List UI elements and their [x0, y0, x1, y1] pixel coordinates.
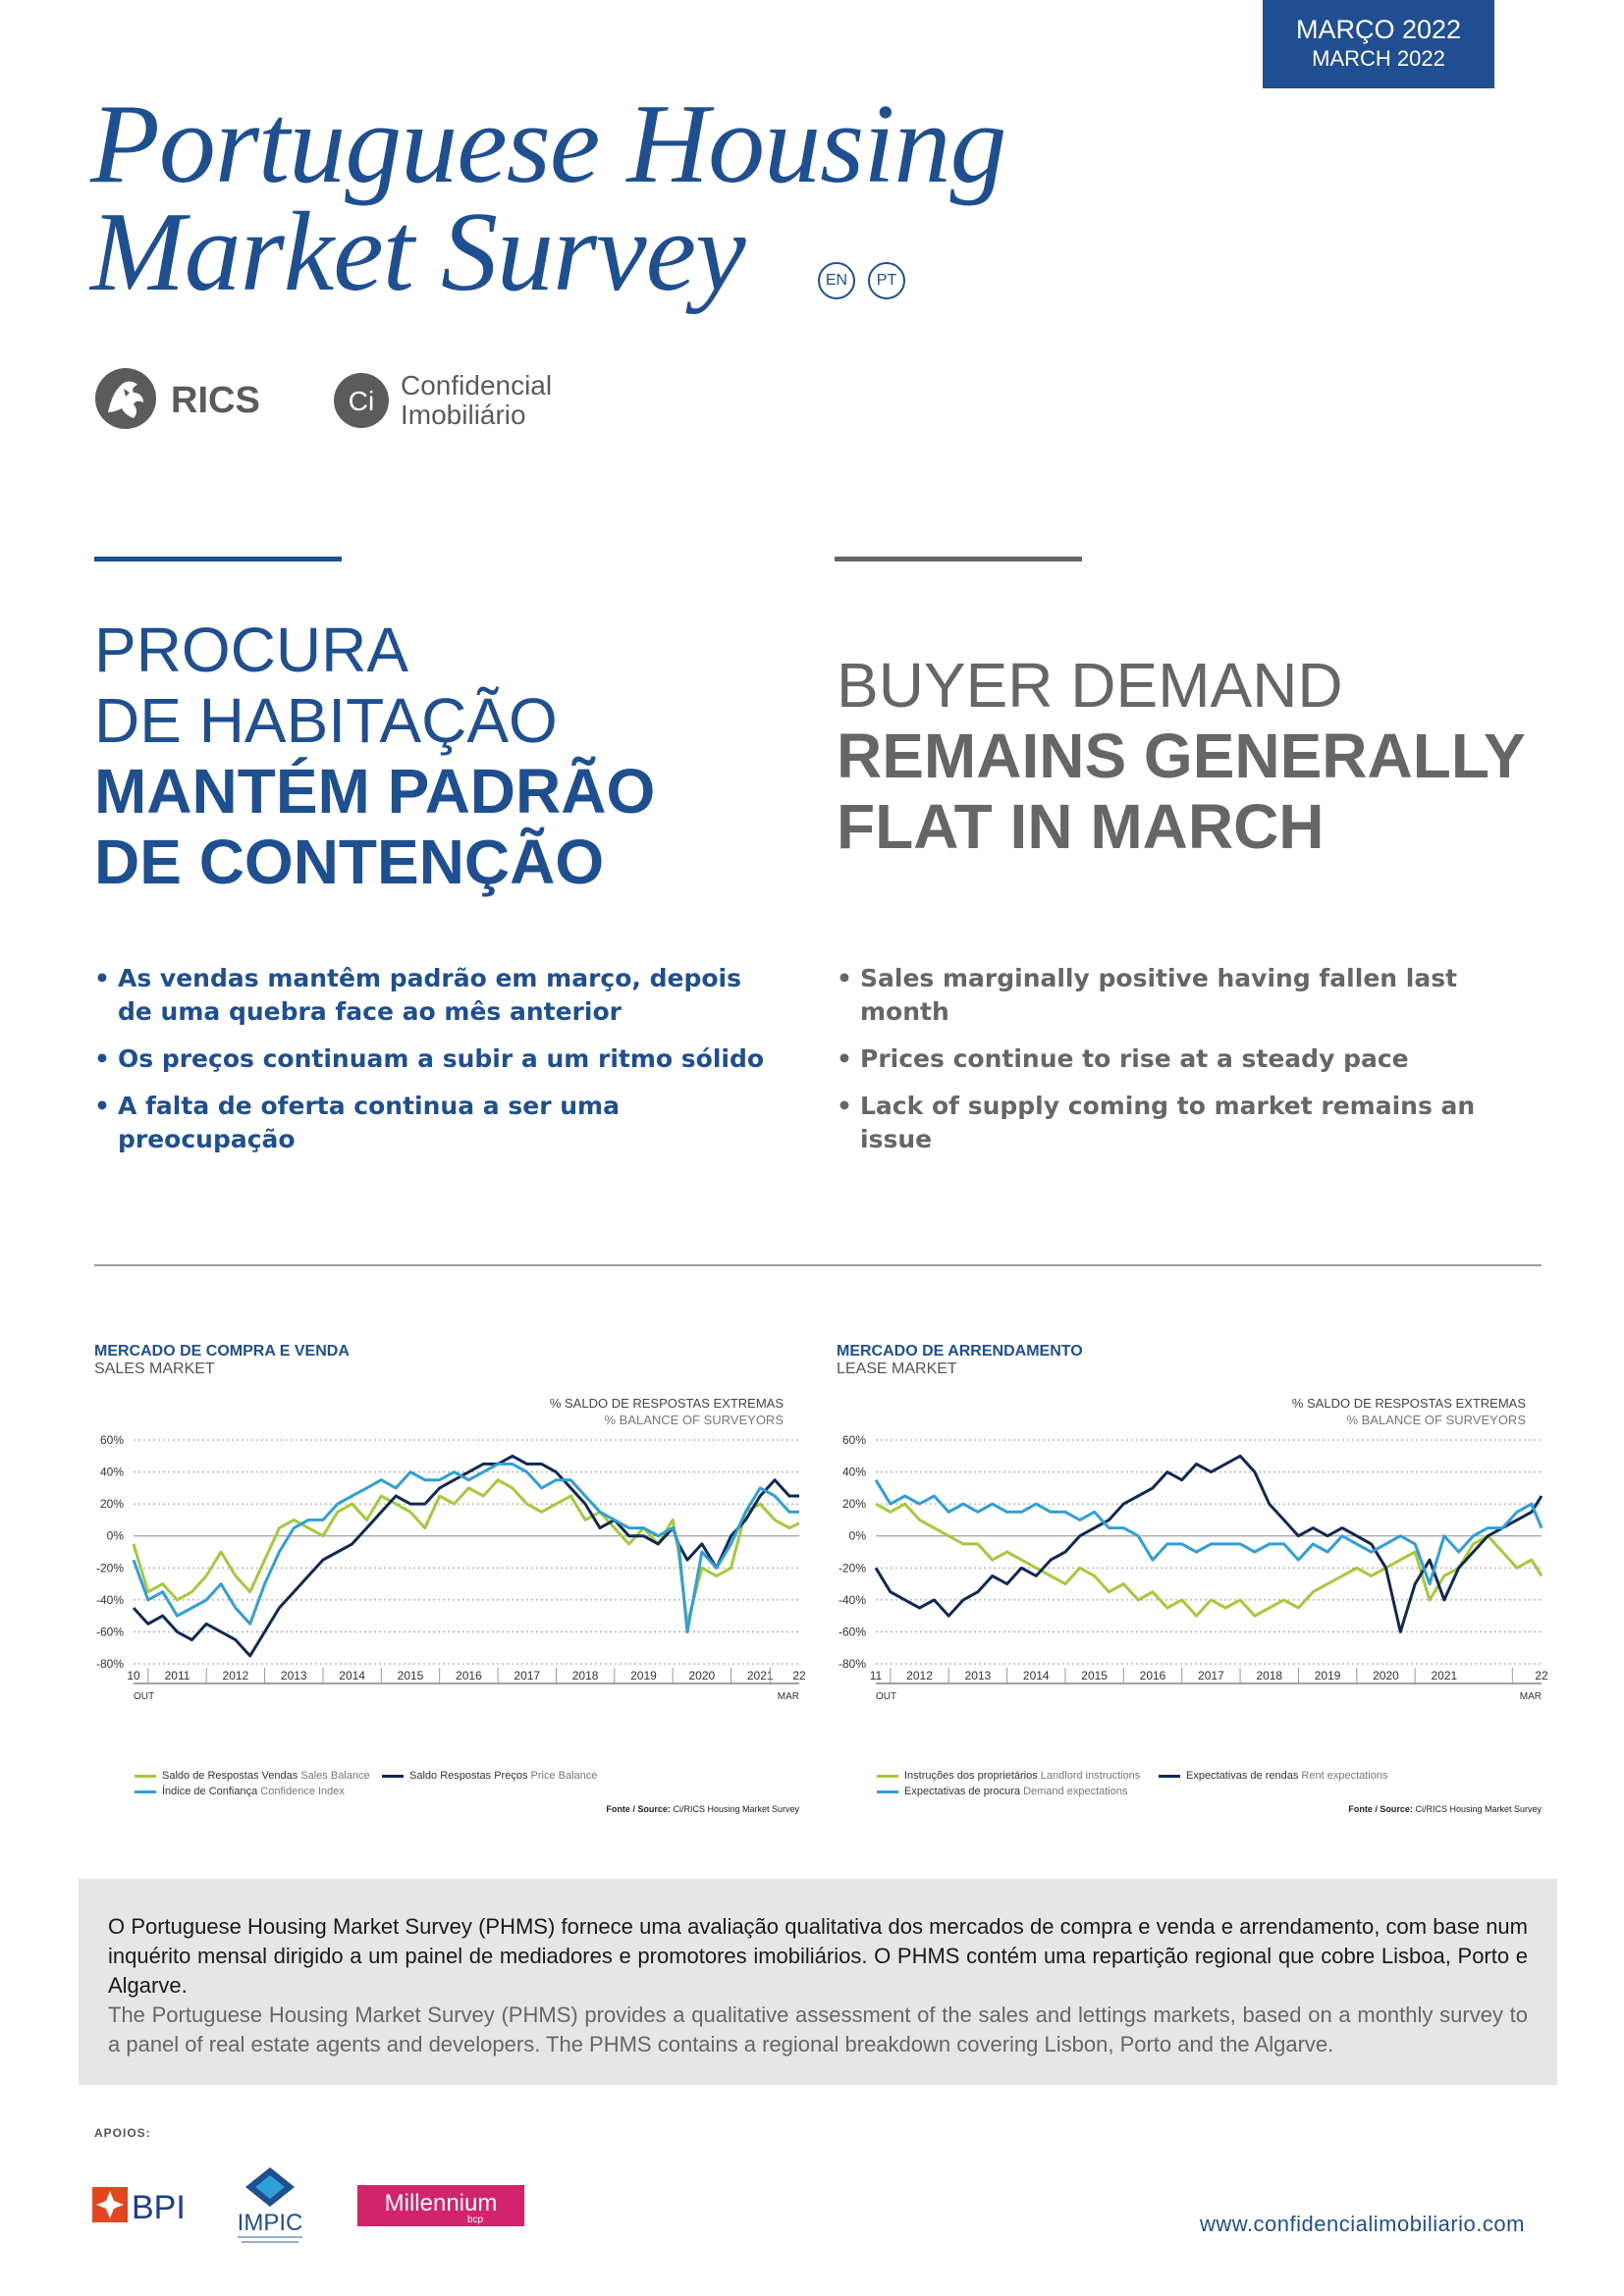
legend-label-pt: Índice de Confiança: [162, 1786, 258, 1797]
date-en: MARCH 2022: [1312, 46, 1445, 71]
legend-label-en: Price Balance: [530, 1770, 598, 1782]
x-tick-label: 2012: [222, 1669, 249, 1682]
y-tick-label: 20%: [841, 1497, 866, 1512]
legend-item: [135, 1784, 345, 1799]
legend-swatch: [135, 1775, 156, 1778]
legend-swatch: [135, 1790, 156, 1793]
legend-swatch: [1159, 1775, 1180, 1778]
chart-lease-unit: [1133, 1395, 1526, 1428]
x-end-label: MAR: [1519, 1691, 1542, 1702]
chart-lease-unit-pt: % SALDO DE RESPOSTAS EXTREMAS: [1291, 1396, 1526, 1411]
chart-sales-unit-pt: % SALDO DE RESPOSTAS EXTREMAS: [549, 1396, 784, 1411]
headline-en-bold-1: REMAINS GENERALLY: [837, 721, 1526, 791]
bullet-list-pt: [94, 962, 772, 1170]
ci-line-1: Confidencial: [401, 370, 553, 400]
chart-sales-subtitle: SALES MARKET: [94, 1361, 215, 1377]
y-tick-label: 60%: [99, 1433, 124, 1447]
rule-pt: [94, 557, 342, 561]
y-tick-label: 20%: [99, 1497, 124, 1512]
bullet-pt: • A falta de oferta continua a ser uma preocupação: [94, 1090, 772, 1156]
x-tick-label: 2018: [1256, 1669, 1283, 1682]
series-line-0: [876, 1504, 1542, 1616]
info-text-en: The Portuguese Housing Market Survey (PHMS) provides a qualitative assessment of the sales and lettings markets, based on a monthly survey to a panel of real estate agents and developers. The PHMS contains a regional breakdown covering Lisbon, Porto and the Algarve.: [108, 2002, 1528, 2056]
chart-sales-unit-en: % BALANCE OF SURVEYORS: [604, 1413, 784, 1427]
x-tick-label: 2021: [746, 1669, 774, 1682]
website-link[interactable]: www.confidencialimobiliario.com: [1200, 2212, 1525, 2236]
x-tick-label: 2019: [630, 1669, 657, 1682]
source-text: Ci/RICS Housing Market Survey: [673, 1804, 799, 1814]
legend-swatch: [877, 1790, 898, 1793]
bpi-wordmark: BPI: [132, 2189, 186, 2226]
headline-pt: [94, 614, 655, 897]
headline-pt-light-1: PROCURA: [94, 614, 409, 685]
x-start-label: OUT: [134, 1691, 155, 1702]
legend-label-pt: Instruções dos proprietários: [904, 1770, 1038, 1782]
x-tick-label: 22: [1535, 1669, 1548, 1682]
legend-label-en: Demand expectations: [1023, 1786, 1128, 1797]
sponsors-label: APOIOS:: [94, 2126, 151, 2140]
chart-sales-title: MERCADO DE COMPRA E VENDA: [94, 1343, 350, 1360]
x-tick-label: 2013: [964, 1669, 992, 1682]
legend-label-en: Confidence Index: [260, 1786, 345, 1797]
section-divider: [94, 1264, 1542, 1266]
y-tick-label: -60%: [95, 1625, 124, 1639]
info-text-pt: O Portuguese Housing Market Survey (PHMS) fornece uma avaliação qualitativa dos mercados de compra e venda e arrendamento, com base num inquérito mensal dirigido a um painel de mediadores e promotores imobiliários. O PHMS contém uma repartição regional que cobre Lisboa, Porto e Algarve.: [108, 1914, 1528, 1998]
headline-pt-light-2: DE HABITAÇÃO: [94, 685, 558, 756]
y-tick-label: -40%: [838, 1592, 866, 1607]
legend-swatch: [382, 1775, 404, 1778]
x-start-label: OUT: [876, 1691, 897, 1702]
bullet-en: • Lack of supply coming to market remains an issue: [837, 1090, 1543, 1156]
bullet-en: • Sales marginally positive having fallen last month: [837, 962, 1543, 1029]
x-tick-label: 2011: [164, 1669, 190, 1682]
legend-label-pt: Saldo de Respostas Vendas: [162, 1770, 298, 1782]
headline-en-light-1: BUYER DEMAND: [837, 650, 1343, 721]
legend-label-en: Landlord instructions: [1040, 1770, 1141, 1782]
ci-line-2: Imobiliário: [401, 400, 526, 430]
rics-logo: [94, 367, 304, 436]
y-tick-label: -80%: [95, 1657, 124, 1671]
legend-item: [135, 1768, 370, 1784]
x-tick-label: 11: [869, 1669, 883, 1682]
x-tick-label: 2021: [1431, 1669, 1458, 1682]
date-pt: MARÇO 2022: [1295, 15, 1462, 44]
legend-swatch: [877, 1775, 898, 1778]
chart-lease-subtitle: LEASE MARKET: [837, 1361, 957, 1377]
bullet-pt: • Os preços continuam a subir a um ritmo sólido: [94, 1042, 772, 1076]
series-line-1: [134, 1456, 799, 1656]
y-tick-label: -20%: [838, 1561, 866, 1575]
source-label: Fonte / Source:: [606, 1804, 671, 1814]
y-tick-label: 40%: [841, 1465, 866, 1479]
impic-logo: [226, 2165, 314, 2248]
x-tick-label: 2020: [688, 1669, 716, 1682]
legend-item: [877, 1784, 1127, 1799]
lang-en-button[interactable]: EN: [818, 262, 855, 299]
bullet-list-en: [837, 962, 1543, 1170]
legend-label-pt: Saldo Respostas Preços: [409, 1770, 528, 1782]
chart-lease: [837, 1428, 1548, 1752]
y-tick-label: 60%: [841, 1433, 866, 1447]
x-tick-label: 10: [127, 1669, 140, 1682]
rule-en: [835, 557, 1082, 561]
chart-lease-unit-en: % BALANCE OF SURVEYORS: [1346, 1413, 1526, 1427]
legend-item: [1159, 1768, 1387, 1784]
headline-en: [837, 650, 1526, 862]
y-tick-label: -60%: [838, 1625, 866, 1639]
x-tick-label: 2015: [1081, 1669, 1108, 1682]
legend-item: [382, 1768, 597, 1784]
x-tick-label: 2017: [514, 1669, 541, 1682]
x-tick-label: 2016: [456, 1669, 482, 1682]
source-label: Fonte / Source:: [1348, 1804, 1413, 1814]
x-tick-label: 2014: [339, 1669, 365, 1682]
bullet-en: • Prices continue to rise at a steady pace: [837, 1042, 1543, 1076]
y-tick-label: 0%: [848, 1528, 866, 1543]
bullet-pt: • As vendas mantêm padrão em março, depois de uma quebra face ao mês anterior: [94, 962, 772, 1029]
lang-pt-button[interactable]: PT: [868, 262, 905, 299]
millennium-logo: [357, 2185, 524, 2226]
chart-sales-legend: [135, 1768, 724, 1803]
y-tick-label: -80%: [838, 1657, 866, 1671]
title-line-1: Portuguese Housing: [90, 81, 1006, 207]
headline-pt-bold-2: DE CONTENÇÃO: [94, 827, 605, 897]
x-tick-label: 2017: [1198, 1669, 1224, 1682]
chart-lease-header: [837, 1343, 1083, 1378]
chart-lease-source: [1247, 1804, 1542, 1814]
x-tick-label: 2016: [1139, 1669, 1166, 1682]
date-badge: [1263, 0, 1494, 88]
millennium-sub: bcp: [466, 2215, 484, 2225]
millennium-wordmark: Millennium: [384, 2190, 498, 2216]
source-text: Ci/RICS Housing Market Survey: [1415, 1804, 1542, 1814]
legend-item: [877, 1768, 1140, 1784]
y-tick-label: 40%: [99, 1465, 124, 1479]
legend-label-pt: Expectativas de procura: [904, 1786, 1021, 1797]
legend-label-en: Rent expectations: [1301, 1770, 1388, 1782]
bpi-logo: [92, 2183, 194, 2226]
ci-logo: [334, 367, 579, 436]
ci-mark: Ci: [348, 386, 375, 416]
title-line-2: Market Survey: [90, 189, 745, 315]
headline-en-bold-2: FLAT IN MARCH: [837, 791, 1325, 862]
chart-sales-source: [505, 1804, 799, 1814]
x-tick-label: 2013: [280, 1669, 307, 1682]
x-tick-label: 2020: [1373, 1669, 1399, 1682]
x-end-label: MAR: [777, 1691, 799, 1702]
y-tick-label: -40%: [95, 1592, 124, 1607]
info-box: [79, 1879, 1557, 2085]
chart-sales-header: [94, 1343, 350, 1378]
x-tick-label: 22: [792, 1669, 806, 1682]
chart-sales: [94, 1428, 806, 1752]
y-tick-label: 0%: [106, 1528, 124, 1543]
legend-label-en: Sales Balance: [300, 1770, 370, 1782]
chart-sales-unit: [391, 1395, 784, 1428]
y-tick-label: -20%: [95, 1561, 124, 1575]
x-tick-label: 2015: [397, 1669, 424, 1682]
rics-wordmark: RICS: [171, 380, 260, 421]
impic-wordmark: IMPIC: [237, 2210, 303, 2236]
chart-lease-title: MERCADO DE ARRENDAMENTO: [837, 1343, 1083, 1360]
x-tick-label: 2019: [1314, 1669, 1341, 1682]
legend-label-pt: Expectativas de rendas: [1186, 1770, 1299, 1782]
x-tick-label: 2012: [906, 1669, 933, 1682]
chart-lease-legend: [877, 1768, 1466, 1803]
x-tick-label: 2018: [571, 1669, 599, 1682]
x-tick-label: 2014: [1022, 1669, 1050, 1682]
headline-pt-bold-1: MANTÉM PADRÃO: [94, 756, 656, 827]
